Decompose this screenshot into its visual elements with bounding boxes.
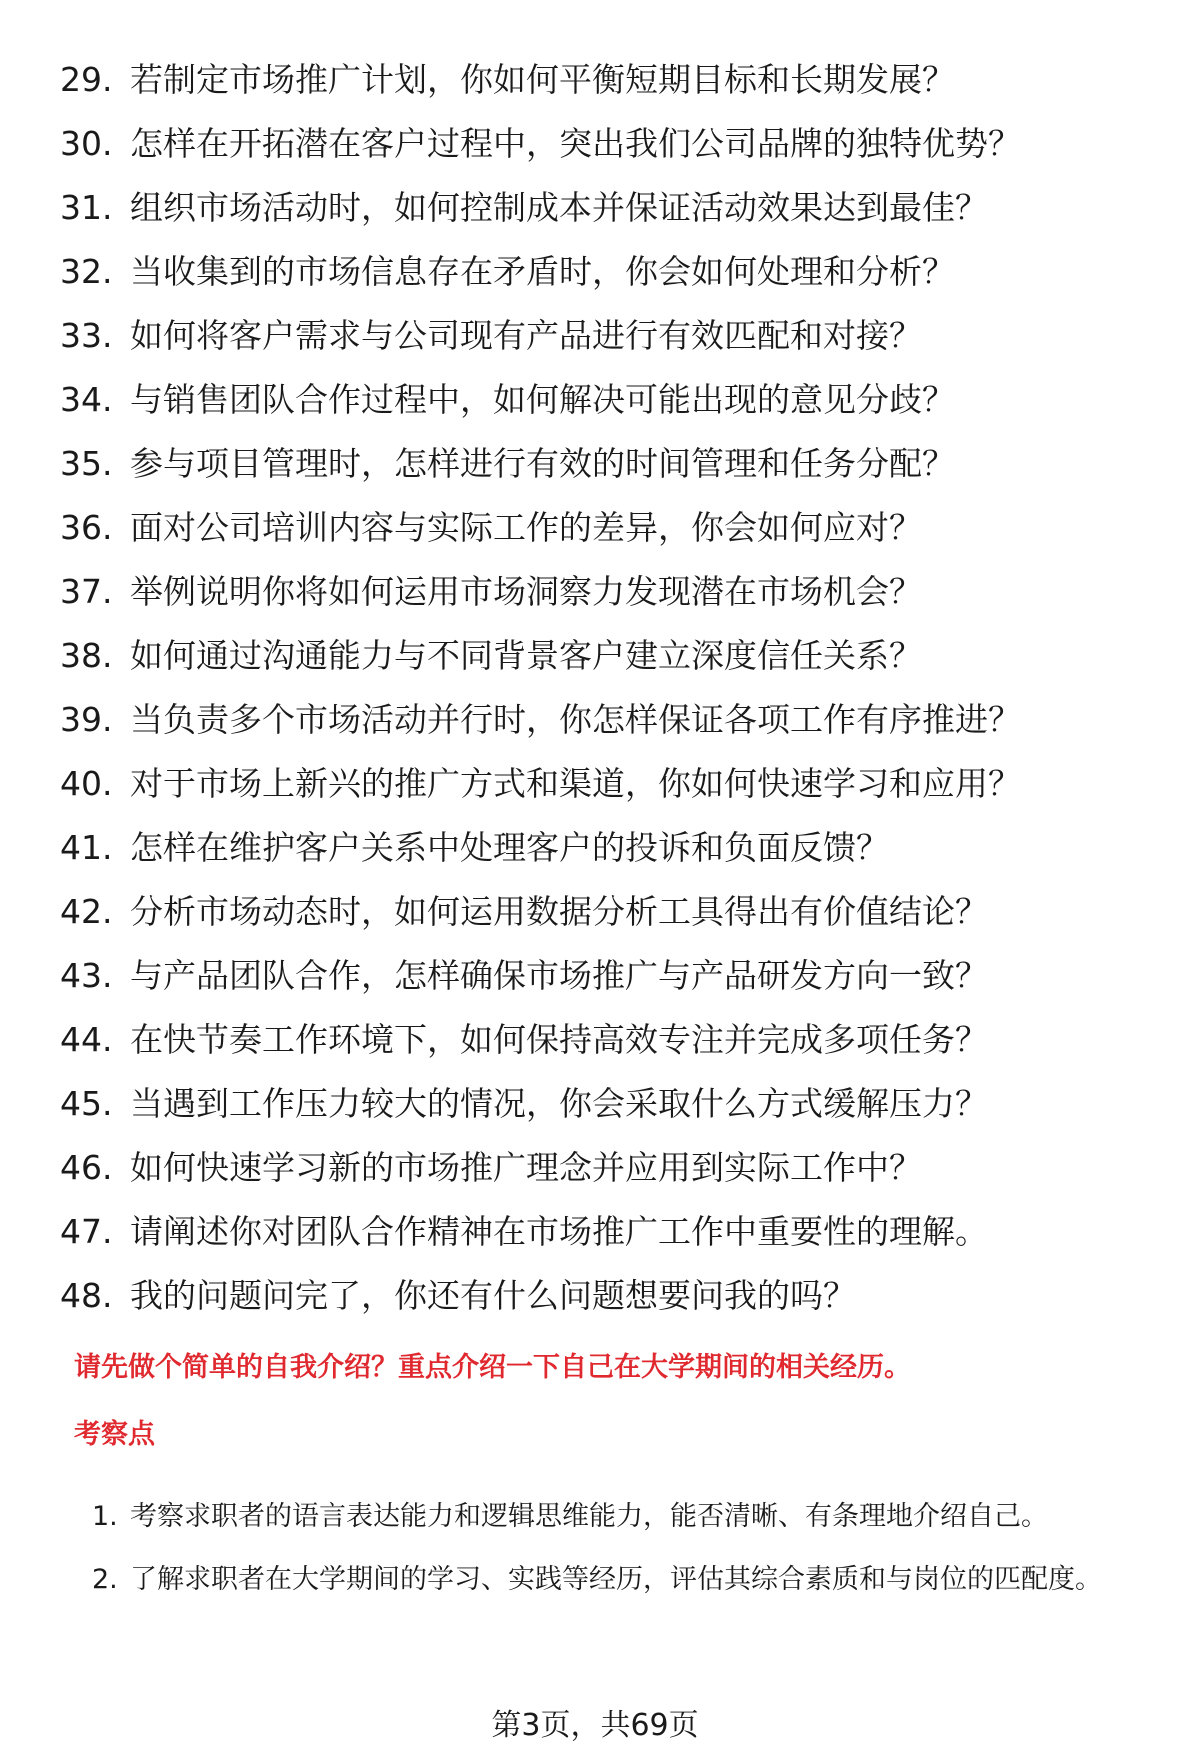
point-item xyxy=(92,1551,1162,1608)
question-number: 40. xyxy=(60,764,113,803)
point-item xyxy=(92,1488,1162,1545)
question-text: 如何通过沟通能力与不同背景客户建立深度信任关系？ xyxy=(130,636,922,675)
question-text: 如何将客户需求与公司现有产品进行有效匹配和对接？ xyxy=(130,316,922,355)
point-number: 1. xyxy=(92,1501,118,1532)
question-number: 30. xyxy=(60,124,113,163)
page-number: 第3页，共69页 xyxy=(491,1708,699,1743)
question-item xyxy=(60,368,1140,432)
question-number: 31. xyxy=(60,188,113,227)
question-item xyxy=(60,176,1140,240)
question-number: 44. xyxy=(60,1020,113,1059)
question-text: 面对公司培训内容与实际工作的差异，你会如何应对？ xyxy=(130,508,922,547)
question-number: 32. xyxy=(60,252,113,291)
question-number: 41. xyxy=(60,828,113,867)
question-text: 在快节奏工作环境下，如何保持高效专注并完成多项任务？ xyxy=(130,1020,988,1059)
question-list xyxy=(60,48,1140,1328)
question-text: 怎样在开拓潜在客户过程中，突出我们公司品牌的独特优势？ xyxy=(130,124,1021,163)
question-item xyxy=(60,1072,1140,1136)
question-number: 33. xyxy=(60,316,113,355)
question-item xyxy=(60,496,1140,560)
question-item xyxy=(60,688,1140,752)
question-text: 如何快速学习新的市场推广理念并应用到实际工作中？ xyxy=(130,1148,922,1187)
question-item xyxy=(60,1264,1140,1328)
question-number: 36. xyxy=(60,508,113,547)
question-item xyxy=(60,1008,1140,1072)
point-text: 考察求职者的语言表达能力和逻辑思维能力，能否清晰、有条理地介绍自己。 xyxy=(130,1501,1048,1532)
question-text: 举例说明你将如何运用市场洞察力发现潜在市场机会？ xyxy=(130,572,922,611)
question-number: 45. xyxy=(60,1084,113,1123)
question-number: 29. xyxy=(60,60,113,99)
question-number: 47. xyxy=(60,1212,113,1251)
question-text: 分析市场动态时，如何运用数据分析工具得出有价值结论？ xyxy=(130,892,988,931)
section-title: 请先做个简单的自我介绍？重点介绍一下自己在大学期间的相关经历。 xyxy=(74,1352,911,1383)
question-item xyxy=(60,48,1140,112)
question-item xyxy=(60,560,1140,624)
question-number: 48. xyxy=(60,1276,113,1315)
point-number: 2. xyxy=(92,1564,118,1595)
question-item xyxy=(60,624,1140,688)
question-text: 对于市场上新兴的推广方式和渠道，你如何快速学习和应用？ xyxy=(130,764,1021,803)
question-item xyxy=(60,432,1140,496)
question-number: 43. xyxy=(60,956,113,995)
point-text: 了解求职者在大学期间的学习、实践等经历，评估其综合素质和与岗位的匹配度。 xyxy=(130,1564,1102,1595)
question-number: 39. xyxy=(60,700,113,739)
question-number: 46. xyxy=(60,1148,113,1187)
question-number: 37. xyxy=(60,572,113,611)
question-item xyxy=(60,240,1140,304)
question-number: 42. xyxy=(60,892,113,931)
question-number: 38. xyxy=(60,636,113,675)
points-heading: 考察点 xyxy=(74,1419,155,1450)
question-item xyxy=(60,1200,1140,1264)
question-number: 34. xyxy=(60,380,113,419)
question-number: 35. xyxy=(60,444,113,483)
points-list xyxy=(92,1488,1162,1614)
question-text: 当负责多个市场活动并行时，你怎样保证各项工作有序推进？ xyxy=(130,700,1021,739)
question-text: 参与项目管理时，怎样进行有效的时间管理和任务分配？ xyxy=(130,444,955,483)
question-text: 与产品团队合作，怎样确保市场推广与产品研发方向一致？ xyxy=(130,956,988,995)
question-item xyxy=(60,112,1140,176)
question-item xyxy=(60,1136,1140,1200)
question-item xyxy=(60,944,1140,1008)
question-item xyxy=(60,880,1140,944)
question-item xyxy=(60,304,1140,368)
question-text: 与销售团队合作过程中，如何解决可能出现的意见分歧？ xyxy=(130,380,955,419)
question-text: 当收集到的市场信息存在矛盾时，你会如何处理和分析？ xyxy=(130,252,955,291)
question-text: 组织市场活动时，如何控制成本并保证活动效果达到最佳？ xyxy=(130,188,988,227)
question-item xyxy=(60,816,1140,880)
question-text: 当遇到工作压力较大的情况，你会采取什么方式缓解压力？ xyxy=(130,1084,988,1123)
question-text: 请阐述你对团队合作精神在市场推广工作中重要性的理解。 xyxy=(130,1212,988,1251)
question-text: 若制定市场推广计划，你如何平衡短期目标和长期发展？ xyxy=(130,60,955,99)
question-text: 怎样在维护客户关系中处理客户的投诉和负面反馈？ xyxy=(130,828,889,867)
question-item xyxy=(60,752,1140,816)
question-text: 我的问题问完了，你还有什么问题想要问我的吗？ xyxy=(130,1276,856,1315)
